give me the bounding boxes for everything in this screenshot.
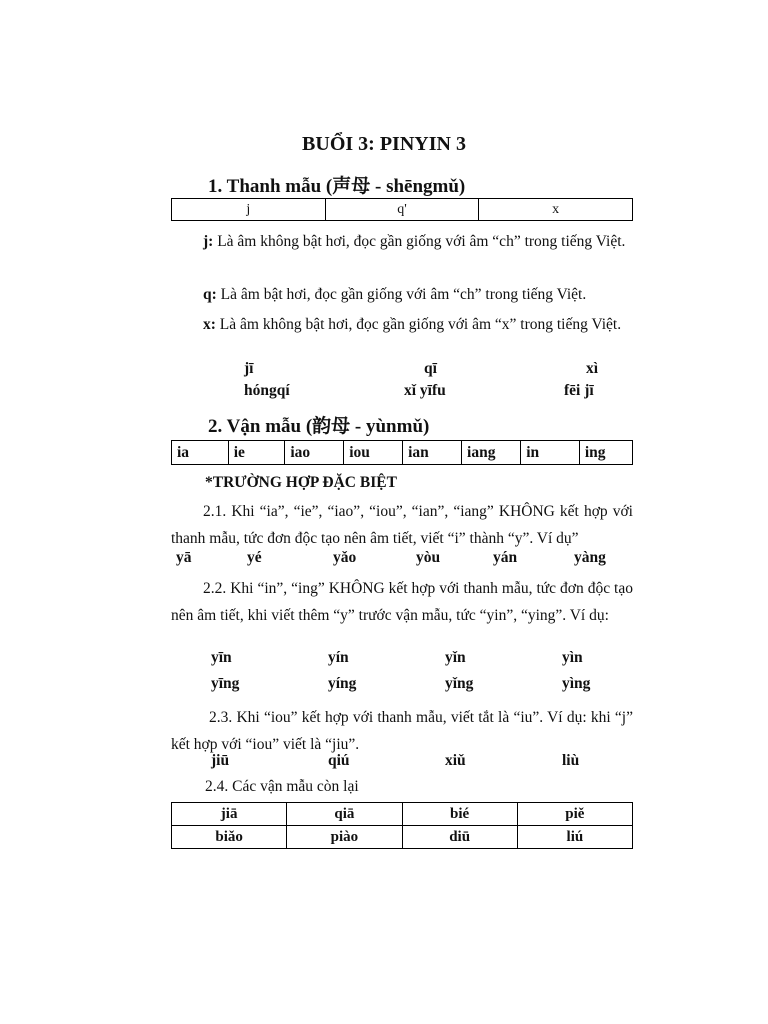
example-word: yòu: [416, 549, 441, 566]
table-cell: bié: [402, 803, 517, 826]
example-word: yán: [493, 549, 518, 566]
note-key: q:: [203, 286, 217, 303]
example-word: yìn: [562, 649, 583, 666]
example-word: yíng: [328, 675, 357, 692]
initial-cell: q': [325, 199, 479, 221]
remaining-finals-table: [171, 802, 633, 849]
final-cell: ian: [403, 441, 462, 465]
example-word: jī: [244, 360, 254, 377]
note-x: [171, 311, 633, 338]
example-word: qī: [424, 360, 437, 377]
example-word: xiǔ: [445, 752, 466, 769]
example-row: [211, 752, 612, 770]
example-word: yín: [328, 649, 349, 666]
rule-2-2: 2.2. Khi “in”, “ing” KHÔNG kết hợp với thanh mẫu, tức đơn độc tạo nên âm tiết, khi viết thêm “y” trước vận mẫu, tức “yin”, “ying”. Ví dụ:: [171, 580, 633, 624]
rule-2-1: 2.1. Khi “ia”, “ie”, “iao”, “iou”, “ian”, “iang” KHÔNG kết hợp với thanh mẫu, tức đơn độc tạo nên âm tiết, viết “i” thành “y”. Ví dụ”: [171, 503, 633, 547]
final-cell: ing: [579, 441, 632, 465]
section-1-heading: 1. Thanh mẫu (声母 - shēngmǔ): [208, 176, 466, 197]
example-word: yìng: [562, 675, 591, 692]
initials-table: [171, 198, 633, 221]
example-word: liù: [562, 752, 580, 769]
final-cell: iang: [462, 441, 521, 465]
table-cell: liú: [517, 826, 632, 849]
note-j: [171, 228, 633, 255]
final-cell: iou: [344, 441, 403, 465]
table-cell: biǎo: [172, 826, 287, 849]
example-word: yā: [176, 549, 192, 566]
rule-2-4: 2.4. Các vận mẫu còn lại: [205, 778, 359, 795]
final-cell: iao: [285, 441, 344, 465]
example-row: [176, 549, 624, 567]
note-text: Là âm không bật hơi, đọc gần giống với âm “x” trong tiếng Việt.: [215, 316, 622, 333]
final-cell: ia: [172, 441, 229, 465]
note-key: x:: [203, 316, 216, 333]
note-key: j:: [203, 233, 214, 250]
table-cell: piào: [287, 826, 402, 849]
finals-table: [171, 440, 633, 465]
example-word: yīng: [211, 675, 240, 692]
example-word: yàng: [574, 549, 606, 566]
example-row: [244, 360, 646, 378]
example-word: yīn: [211, 649, 232, 666]
example-row: [211, 675, 612, 693]
example-word: xǐ yīfu: [404, 382, 446, 399]
example-word: fēi jī: [564, 382, 594, 399]
note-q: [171, 281, 633, 308]
example-word: hóngqí: [244, 382, 290, 399]
example-word: yé: [247, 549, 262, 566]
table-cell: qiā: [287, 803, 402, 826]
example-word: xì: [586, 360, 599, 377]
page-title: BUỔI 3: PINYIN 3: [302, 133, 466, 155]
special-cases-heading: *TRƯỜNG HỢP ĐẶC BIỆT: [205, 474, 397, 491]
rule-2-3: 2.3. Khi “iou” kết hợp với thanh mẫu, viết tắt là “iu”. Ví dụ: khi “j” kết hợp với “iou” viết là “jiu”.: [171, 709, 633, 753]
example-word: yǎo: [333, 549, 357, 566]
table-cell: diū: [402, 826, 517, 849]
final-cell: ie: [228, 441, 285, 465]
table-cell: jiā: [172, 803, 287, 826]
table-cell: piě: [517, 803, 632, 826]
final-cell: in: [521, 441, 580, 465]
example-word: jiū: [211, 752, 230, 769]
example-word: qiú: [328, 752, 350, 769]
example-word: yǐng: [445, 675, 474, 692]
initial-cell: j: [172, 199, 326, 221]
note-text: Là âm không bật hơi, đọc gần giống với âm “ch” trong tiếng Việt.: [213, 233, 626, 250]
initial-cell: x: [479, 199, 633, 221]
example-row: [211, 649, 612, 667]
note-text: Là âm bật hơi, đọc gần giống với âm “ch” trong tiếng Việt.: [216, 286, 587, 303]
example-row: [244, 382, 624, 400]
section-2-heading: 2. Vận mẫu (韵母 - yùnmǔ): [208, 416, 430, 437]
example-word: yǐn: [445, 649, 466, 666]
